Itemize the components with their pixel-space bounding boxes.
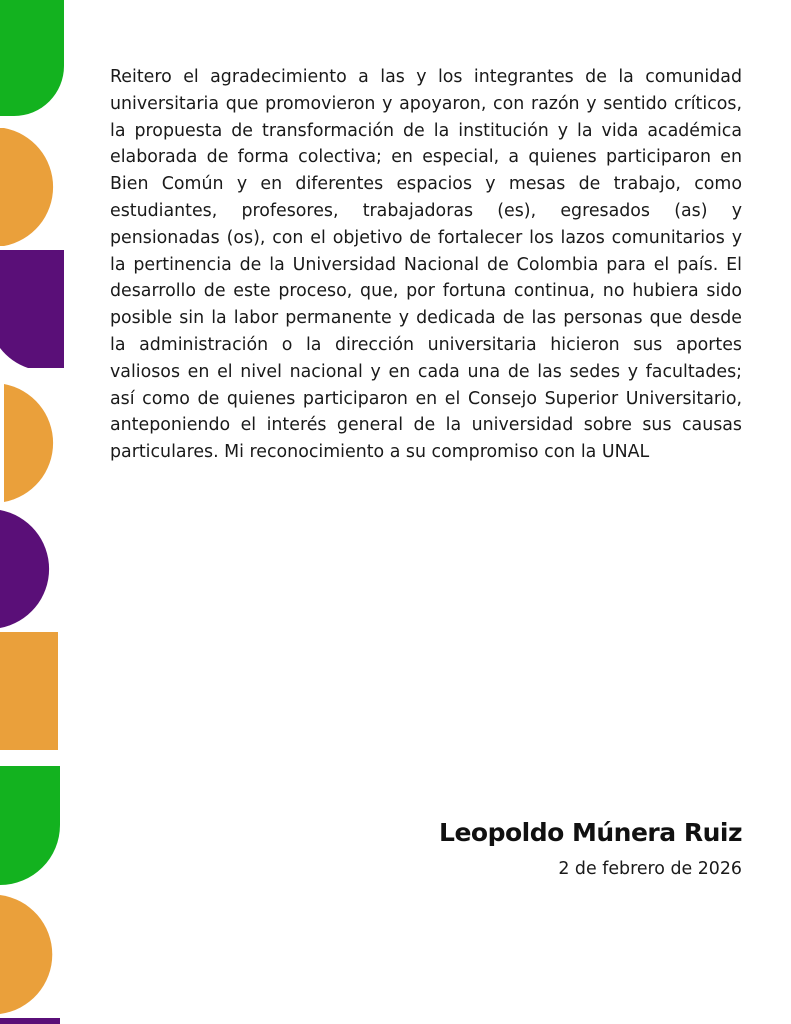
orange-shape-4	[0, 895, 52, 1014]
letter-body: Reitero el agradecimiento a las y los integrantes de la comunidad universitaria que promovieron y apoyaron, con razón y sentido críticos, la propuesta de transformación de la institución y la vida académica elaborada de forma colectiva; en especial, a quienes participaron en Bien Común y en diferentes espacios y mesas de trabajo, como estudiantes, profesores, trabajadoras (es), egresados (as) y pensionadas (os), con el objetivo de fortalecer los lazos comunitarios y la pertinencia de la Universidad Nacional de Colombia para el país. El desarrollo de este proceso, que, por fortuna continua, no hubiera sido posible sin la labor permanente y dedicada de las personas que desde la administración o la dirección universitaria hicieron sus aportes valiosos en el nivel nacional y en cada una de las sedes y facultades; así como de quienes participaron en el Consejo Superior Universitario, anteponiendo el interés general de la universidad sobre sus causas particulares. Mi reconocimiento a su compromiso con la UNAL	[110, 67, 742, 463]
orange-shape-3	[0, 632, 58, 750]
green-shape-1	[0, 0, 64, 116]
green-shape-2	[0, 766, 60, 885]
decorative-side-strip	[0, 0, 70, 1024]
orange-shape-1	[0, 128, 53, 246]
signature-name: Leopoldo Múnera Ruiz	[439, 818, 742, 847]
purple-shape-1	[0, 250, 64, 368]
purple-shape-2	[0, 510, 49, 628]
letter-date: 2 de febrero de 2026	[558, 859, 742, 879]
orange-shape-2	[4, 384, 53, 502]
purple-shape-3	[0, 1018, 60, 1024]
signature-block	[439, 818, 742, 879]
